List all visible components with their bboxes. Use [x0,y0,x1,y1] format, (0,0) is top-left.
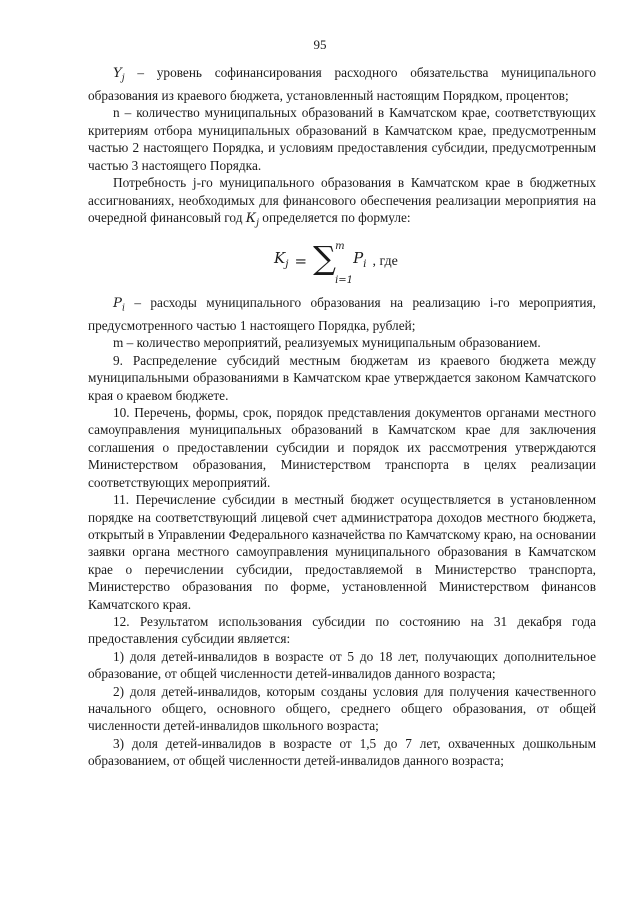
sum-lower-limit: i=1 [335,274,354,286]
paragraph-9: 9. Распределение субсидий местным бюджетам из краевого бюджета между муниципальными образованиями в Камчатском крае утверждается законом Камчатского края о краевом бюджете. [88,352,596,403]
list-item-3: 3) доля детей-инвалидов в возрасте от 1,5 до 7 лет, охваченных дошкольным образованием, от общей численности детей-инвалидов данного возраста; [88,735,596,769]
list-item-1: 1) доля детей-инвалидов в возрасте от 5 до 18 лет, получающих дополнительное образование, от общей численности детей-инвалидов данного возраста; [88,648,596,682]
formula [274,240,398,284]
sum-upper-limit: m [335,240,345,252]
paragraph-pi-definition: $P_i$ – расходы муниципального образования на реализацию i-го мероприятия, предусмотренного частью 1 настоящего Порядка, рублей; [88,294,596,334]
formula-equals: = [294,252,308,271]
sum-operator [313,238,354,286]
paragraph-n-definition: n – количество муниципальных образований в Камчатском крае, соответствующих критериям отбора муниципальных образований в Камчатском крае, предусмотренным частью 2 настоящего Порядка, и условиям предоставления субсидии, предусмотренным частью 3 настоящего Порядка. [88,105,596,173]
paragraph-need: Потребность j-го муниципального образования в Камчатском крае в бюджетных ассигнованиях, необходимых для финансового обеспечения реализации мероприятия на очередной финансовый год $К_j$ определяется по формуле: [88,175,596,229]
symbol-k: $К_j$ [245,210,259,229]
symbol-p: $P_i$ [113,295,125,314]
paragraph-10: 10. Перечень, формы, срок, порядок представления документов органами местного самоуправления муниципальных образований в Камчатском крае для заключения соглашения о предоставлении субсидии и порядок их рассмотрения утверждаются Министерством образования, Министерством транспорта в целях реализации соответствующих мероприятий. [88,405,596,490]
symbol-y: $Y_j$ [113,66,125,84]
paragraph-11: 11. Перечисление субсидии в местный бюджет осуществляется в установленном порядке на соответствующий лицевой счет администратора доходов местного бюджета, открытый в Управлении Федерального казначейства по Камчатскому краю, на основании заявки органа местного самоуправления муниципального образования в Камчатском крае о перечислении субсидии, предоставляемой в Министерство транспорта, Министерство образования по форме, установленной Министерством финансов Камчатского края. [88,492,596,612]
sigma-symbol: ∑ [313,238,336,277]
formula-lhs: $K_j$ [274,249,289,271]
formula-suffix: , где [372,254,398,270]
paragraph-y-definition: $Y_j$ – уровень софинансирования расходного обязательства муниципального образования из краевого бюджета, установленный настоящим Порядком, процентов; [88,65,596,104]
formula-block [88,232,596,294]
document-body [88,64,596,770]
paragraph-12: 12. Результатом использования субсидии по состоянию на 31 декабря года предоставления субсидии является: [88,613,596,647]
list-item-2: 2) доля детей-инвалидов, которым созданы условия для получения качественного начального общего, основного общего, среднего общего образования, от общей численности детей-инвалидов школьного возраста; [88,683,596,734]
paragraph-m-definition: m – количество мероприятий, реализуемых муниципальным образованием. [113,335,541,351]
page-number: 95 [313,37,327,52]
formula-term: $P_i$ [353,249,367,271]
